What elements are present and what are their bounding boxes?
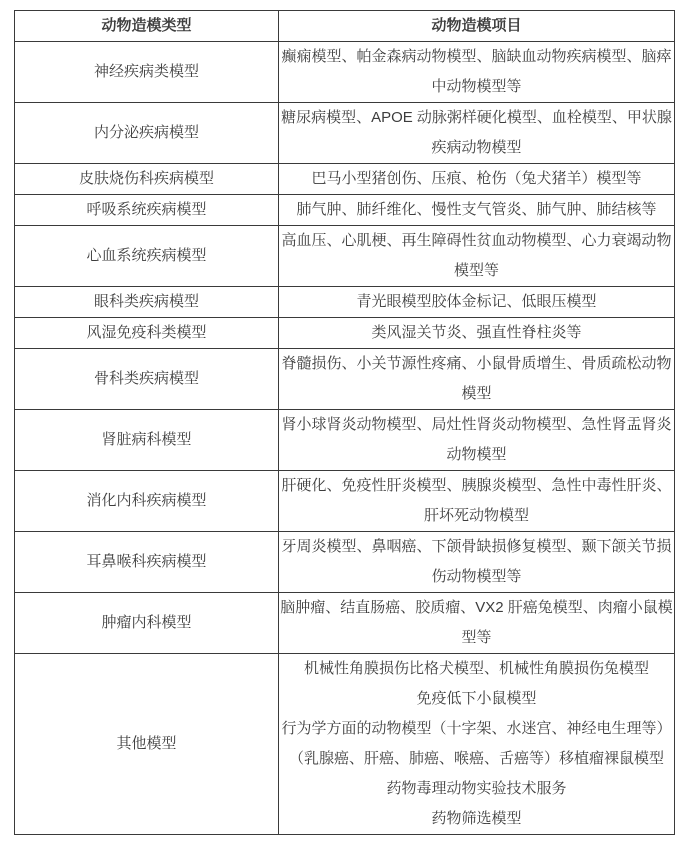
project-line: 药物筛选模型 bbox=[431, 810, 522, 827]
model-type-cell: 风湿免疫科类模型 bbox=[15, 318, 279, 349]
table-row bbox=[15, 164, 675, 195]
model-projects-cell: 高血压、心肌梗、再生障碍性贫血动物模型、心力衰竭动物模型等 bbox=[279, 226, 675, 287]
model-type-cell: 肿瘤内科模型 bbox=[15, 593, 279, 654]
model-type-cell: 消化内科疾病模型 bbox=[15, 471, 279, 532]
table-row bbox=[15, 226, 675, 287]
model-projects-cell: 巴马小型猪创伤、压痕、枪伤（兔犬猪羊）模型等 bbox=[279, 164, 675, 195]
project-line: （乳腺癌、肝癌、肺癌、喉癌、舌癌等）移植瘤裸鼠模型 bbox=[288, 750, 664, 767]
table-header-row bbox=[15, 11, 675, 42]
model-projects-cell: 脊髓损伤、小关节源性疼痛、小鼠骨质增生、骨质疏松动物模型 bbox=[279, 349, 675, 410]
model-type-cell: 呼吸系统疾病模型 bbox=[15, 195, 279, 226]
model-type-cell: 耳鼻喉科疾病模型 bbox=[15, 532, 279, 593]
table-row bbox=[15, 593, 675, 654]
model-projects-cell: 牙周炎模型、鼻咽癌、下颌骨缺损修复模型、颞下颌关节损伤动物模型等 bbox=[279, 532, 675, 593]
model-projects-cell: 肝硬化、免疫性肝炎模型、胰腺炎模型、急性中毒性肝炎、肝坏死动物模型 bbox=[279, 471, 675, 532]
model-projects-cell: 癫痫模型、帕金森病动物模型、脑缺血动物疾病模型、脑瘁中动物模型等 bbox=[279, 42, 675, 103]
model-projects-cell bbox=[279, 654, 675, 835]
model-projects-cell: 脑肿瘤、结直肠癌、胶质瘤、VX2 肝癌兔模型、肉瘤小鼠模型等 bbox=[279, 593, 675, 654]
model-projects-cell: 肺气肿、肺纤维化、慢性支气管炎、肺气肿、肺结核等 bbox=[279, 195, 675, 226]
project-line: 机械性角膜损伤比格犬模型、机械性角膜损伤兔模型 bbox=[303, 660, 649, 677]
table-row bbox=[15, 410, 675, 471]
model-type-cell: 其他模型 bbox=[15, 654, 279, 835]
animal-model-table-container bbox=[14, 10, 675, 835]
project-line: 药物毒理动物实验技术服务 bbox=[386, 780, 567, 797]
model-type-cell: 眼科类疾病模型 bbox=[15, 287, 279, 318]
table-row bbox=[15, 318, 675, 349]
table-row bbox=[15, 103, 675, 164]
model-type-cell: 皮肤烧伤科疾病模型 bbox=[15, 164, 279, 195]
model-type-cell: 骨科类疾病模型 bbox=[15, 349, 279, 410]
column-header-model-type: 动物造模类型 bbox=[15, 11, 279, 42]
column-header-model-projects: 动物造模项目 bbox=[279, 11, 675, 42]
model-type-cell: 心血系统疾病模型 bbox=[15, 226, 279, 287]
table-row bbox=[15, 287, 675, 318]
model-type-cell: 肾脏病科模型 bbox=[15, 410, 279, 471]
model-projects-cell: 青光眼模型胶体金标记、低眼压模型 bbox=[279, 287, 675, 318]
table-row bbox=[15, 654, 675, 835]
model-projects-cell: 糖尿病模型、APOE 动脉粥样硬化模型、血栓模型、甲状腺疾病动物模型 bbox=[279, 103, 675, 164]
table-row bbox=[15, 532, 675, 593]
model-type-cell: 神经疾病类模型 bbox=[15, 42, 279, 103]
table-row bbox=[15, 42, 675, 103]
model-type-cell: 内分泌疾病模型 bbox=[15, 103, 279, 164]
model-projects-cell: 类风湿关节炎、强直性脊柱炎等 bbox=[279, 318, 675, 349]
model-projects-cell: 肾小球肾炎动物模型、局灶性肾炎动物模型、急性肾盂肾炎动物模型 bbox=[279, 410, 675, 471]
animal-model-table bbox=[14, 10, 675, 835]
project-line: 行为学方面的动物模型（十字架、水迷宫、神经电生理等） bbox=[281, 720, 672, 737]
project-line: 免疫低下小鼠模型 bbox=[416, 690, 537, 707]
table-row bbox=[15, 349, 675, 410]
table-row bbox=[15, 195, 675, 226]
table-row bbox=[15, 471, 675, 532]
